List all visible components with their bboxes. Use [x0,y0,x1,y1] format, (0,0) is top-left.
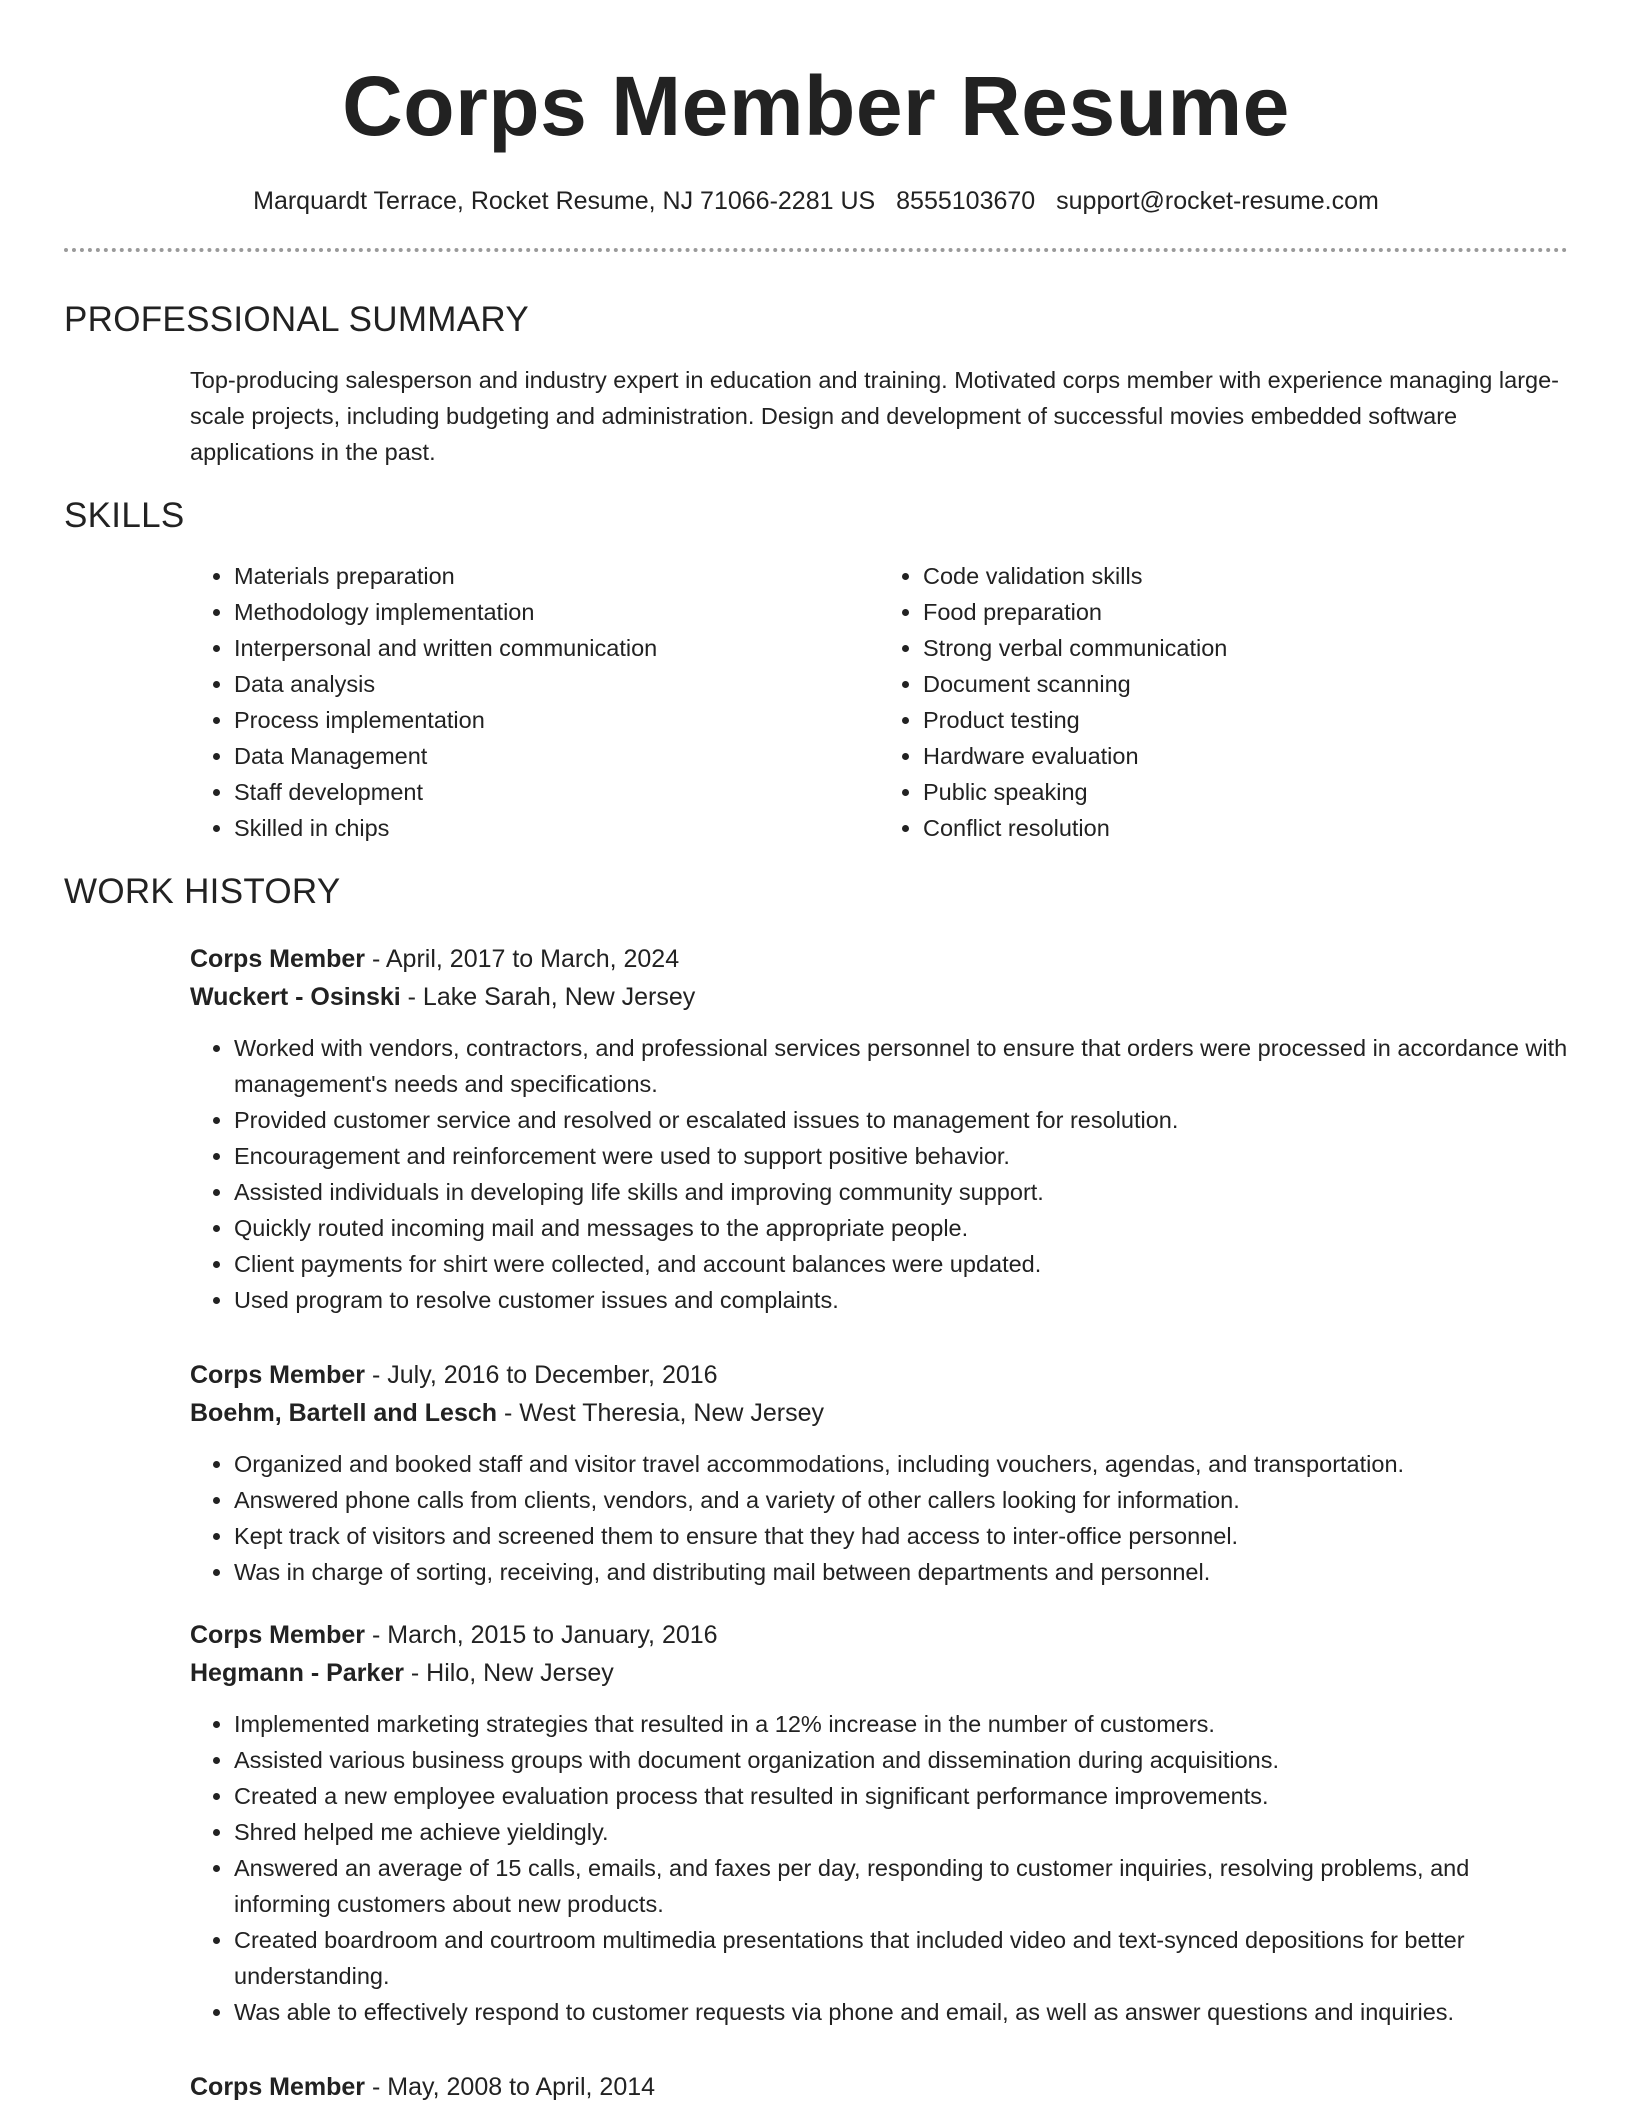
skill-item: • Code validation skills [923,558,1568,594]
skills-heading: SKILLS [64,496,185,535]
job-bullet: • Encouragement and reinforcement were used to support positive behavior. [234,1138,1568,1174]
job-entry [190,1616,1568,2030]
skill-item: • Process implementation [234,702,879,738]
job-entry [190,1356,1568,1590]
job-bullets [190,1706,1568,2030]
job-bullet: • Answered phone calls from clients, vendors, and a variety of other callers looking for information. [234,1482,1568,1518]
header-divider [64,248,1568,252]
job-bullet: • Assisted various business groups with document organization and dissemination during acquisitions. [234,1742,1568,1778]
skill-item: • Document scanning [923,666,1568,702]
job-bullet: • Created boardroom and courtroom multimedia presentations that included video and text-synced depositions for better understanding. [234,1922,1568,1994]
work-history-heading: WORK HISTORY [64,872,341,911]
job-bullet: • Organized and booked staff and visitor travel accommodations, including vouchers, agendas, and transportation. [234,1446,1568,1482]
contact-line [64,184,1568,218]
job-company-line [190,978,1568,1016]
job-company: Wuckert - Osinski [190,983,401,1011]
job-bullet: • Created a new employee evaluation process that resulted in significant performance improvements. [234,1778,1568,1814]
job-entry [190,2068,1568,2106]
job-title-line [190,1356,1568,1394]
contact-email: support@rocket-resume.com [1056,187,1379,215]
skill-item: • Skilled in chips [234,810,879,846]
contact-phone: 8555103670 [896,187,1036,215]
job-bullets [190,1446,1568,1590]
job-title-line [190,2068,1568,2106]
job-bullet: • Was in charge of sorting, receiving, and distributing mail between departments and personnel. [234,1554,1568,1590]
job-bullet: • Shred helped me achieve yieldingly. [234,1814,1568,1850]
job-bullet: • Assisted individuals in developing life skills and improving community support. [234,1174,1568,1210]
skill-item: • Hardware evaluation [923,738,1568,774]
summary-heading: PROFESSIONAL SUMMARY [64,300,529,339]
job-bullet: • Kept track of visitors and screened them to ensure that they had access to inter-office personnel. [234,1518,1568,1554]
skill-item: • Conflict resolution [923,810,1568,846]
contact-address: Marquardt Terrace, Rocket Resume, NJ 71066-2281 US [253,187,876,215]
job-bullets [190,1030,1568,1318]
job-bullet: • Answered an average of 15 calls, emails, and faxes per day, responding to customer inquiries, resolving problems, and informing customers about new products. [234,1850,1568,1922]
skill-item: • Interpersonal and written communication [234,630,879,666]
job-company: Hegmann - Parker [190,1659,404,1687]
job-entry [190,940,1568,1318]
job-dates: - July, 2016 to December, 2016 [365,1361,718,1389]
page-title: Corps Member Resume [342,59,1290,153]
skill-item: • Methodology implementation [234,594,879,630]
skill-item: • Data analysis [234,666,879,702]
job-title: Corps Member [190,1361,366,1389]
job-company-line [190,1654,1568,1692]
skills-columns [190,558,1568,846]
job-dates: - May, 2008 to April, 2014 [365,2073,656,2101]
skill-item: • Materials preparation [234,558,879,594]
job-location: - Lake Sarah, New Jersey [400,983,696,1011]
job-company: Boehm, Bartell and Lesch [190,1399,498,1427]
job-dates: - March, 2015 to January, 2016 [365,1621,718,1649]
skill-item: • Food preparation [923,594,1568,630]
skill-item: • Strong verbal communication [923,630,1568,666]
summary-text: Top-producing salesperson and industry expert in education and training. Motivated corps member with experience managing large-scale projects, including budgeting and administration. Design and development of successful movies embedded software applications in the past. [190,367,1559,465]
job-title-line [190,1616,1568,1654]
skill-item: • Data Management [234,738,879,774]
job-company-line [190,1394,1568,1432]
job-bullet: • Quickly routed incoming mail and messages to the appropriate people. [234,1210,1568,1246]
job-title: Corps Member [190,1621,366,1649]
skill-item: • Public speaking [923,774,1568,810]
job-bullet: • Worked with vendors, contractors, and professional services personnel to ensure that orders were processed in accordance with management's needs and specifications. [234,1030,1568,1102]
job-location: - Hilo, New Jersey [403,1659,614,1687]
job-bullet: • Was able to effectively respond to customer requests via phone and email, as well as answer questions and inquiries. [234,1994,1568,2030]
job-bullet: • Used program to resolve customer issues and complaints. [234,1282,1568,1318]
skills-list-left [190,558,879,846]
job-bullet: • Provided customer service and resolved or escalated issues to management for resolution. [234,1102,1568,1138]
job-location: - West Theresia, New Jersey [497,1399,824,1427]
job-bullet: • Implemented marketing strategies that resulted in a 12% increase in the number of customers. [234,1706,1568,1742]
job-title: Corps Member [190,945,366,973]
skill-item: • Product testing [923,702,1568,738]
job-title-line [190,940,1568,978]
skills-list-right [879,558,1568,846]
job-bullet: • Client payments for shirt were collected, and account balances were updated. [234,1246,1568,1282]
job-dates: - April, 2017 to March, 2024 [365,945,680,973]
job-title: Corps Member [190,2073,366,2101]
skill-item: • Staff development [234,774,879,810]
